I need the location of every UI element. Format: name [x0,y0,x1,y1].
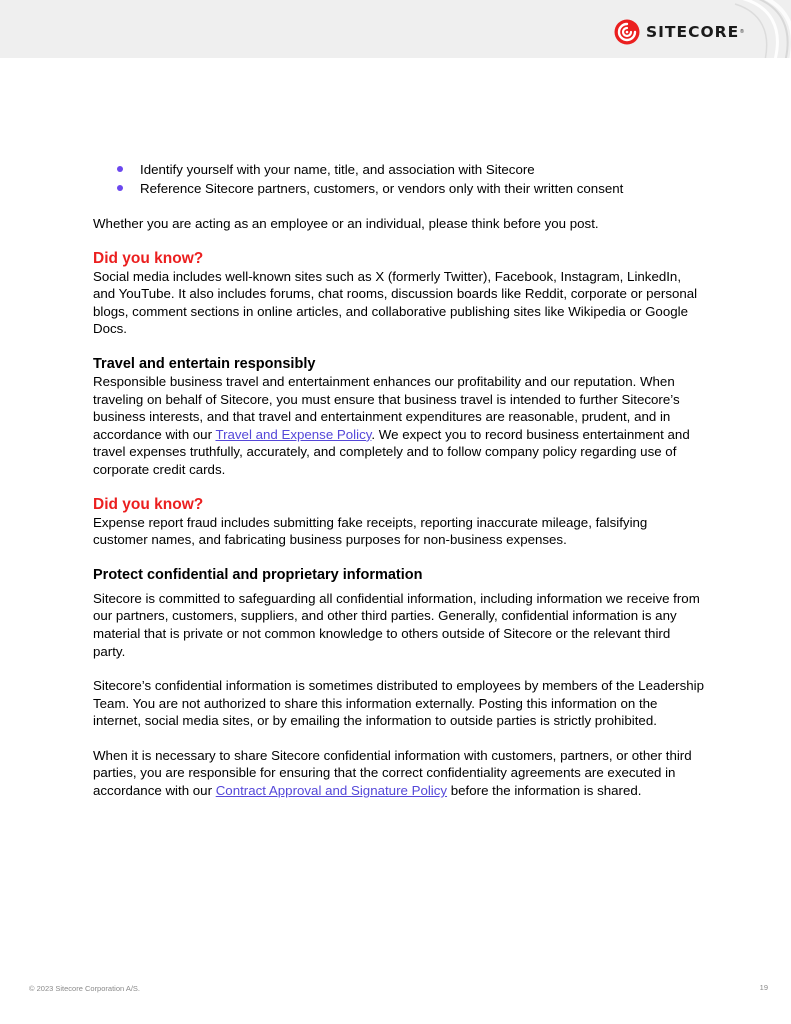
bullet-icon [117,185,123,191]
travel-text-after: . We expect you to record business entertainment and travel expenses truthfully, accurately, and completely and to follow company policy regarding use of corporate credit cards. [93,426,690,477]
confidential-paragraph-3 [93,747,705,800]
confidential-section-heading: Protect confidential and proprietary information [93,566,423,583]
think-before-post-paragraph: Whether you are acting as an employee or an individual, please think before you post. [93,216,599,231]
brand-name: SITECORE [646,23,740,41]
page-header [0,0,791,58]
confidential-paragraph-1: Sitecore is committed to safeguarding all confidential information, including information we receive from our partners, customers, suppliers, and other third parties. Generally, confidential information is any material that is private or not common knowledge to others outside of Sitecore or the relevant third party. [93,590,700,659]
expense-fraud-paragraph: Expense report fraud includes submitting fake receipts, reporting inaccurate mileage, falsifying customer names, and fabricating business purposes for non-business expenses. [93,514,648,548]
did-you-know-heading-1: Did you know? [93,249,204,267]
travel-paragraph [93,373,705,479]
list-item-text: Identify yourself with your name, title, and association with Sitecore [140,162,535,177]
social-media-paragraph: Social media includes well-known sites such as X (formerly Twitter), Facebook, Instagram, LinkedIn, and YouTube. It also includes forums, chat rooms, discussion boards like Reddit, corporate or personal blogs, comment sections in online articles, and collaborative publishing sites like Wikipedia or Google Docs. [93,268,698,337]
guidelines-list [93,160,705,198]
list-item [93,160,705,179]
travel-section-heading: Travel and entertain responsibly [93,355,316,372]
trademark-mark: ® [740,29,744,35]
main-content [93,160,705,800]
list-item-text: Reference Sitecore partners, customers, or vendors only with their written consent [140,181,624,196]
travel-expense-policy-link[interactable]: Travel and Expense Policy [215,426,372,442]
confidential-paragraph-2: Sitecore’s confidential information is sometimes distributed to employees by members of the Leadership Team. You are not authorized to share this information externally. Posting this information on the internet, social media sites, or by emailing the information to outside parties is strictly prohibited. [93,678,704,729]
bullet-icon [117,166,123,172]
confidential-text-before: When it is necessary to share Sitecore confidential information with customers, partners, or other third parties, you are responsible for ensuring that the correct confidentiality agreements are executed in accordance with our [93,747,692,799]
confidential-text-after: before the information is shared. [447,783,642,799]
sitecore-logo [614,18,744,46]
page-number: 19 [759,983,768,992]
decorative-swirl-icon [731,0,791,58]
contract-approval-policy-link[interactable]: Contract Approval and Signature Policy [215,783,448,799]
sitecore-logo-icon [614,19,640,45]
copyright-notice: © 2023 Sitecore Corporation A/S. [29,984,141,993]
did-you-know-heading-2: Did you know? [93,495,204,513]
list-item [93,179,705,198]
travel-text-before: Responsible business travel and entertainment enhances our profitability and our reputation. When traveling on behalf of Sitecore, you must ensure that business travel is intended to further Sitecore’s business interests, and that travel and entertainment expenditures are reasonable, prudent, and in accordance with our [93,373,680,442]
